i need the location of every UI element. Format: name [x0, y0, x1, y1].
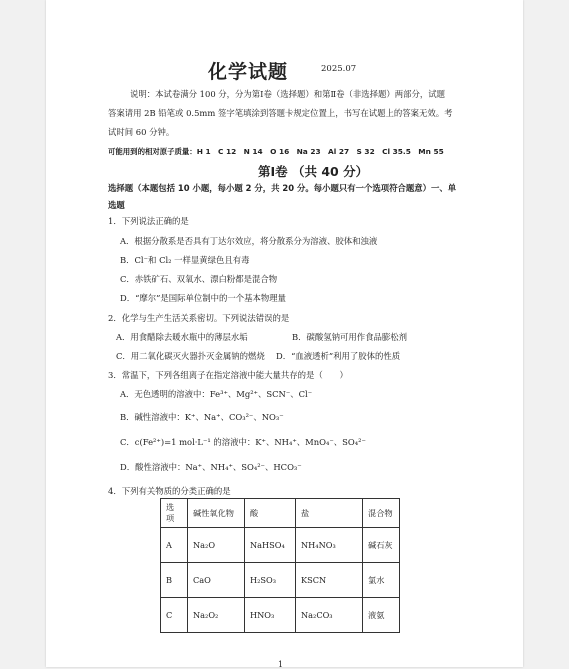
table-header-cell: 盐 — [296, 499, 363, 528]
q2-option-d: D．“血液透析”利用了胶体的性质 — [276, 351, 401, 361]
intro-line-2: 答案请用 2B 铅笔或 0.5mm 签字笔填涂到答题卡规定位置上，书写在试题上的答案无效。考 — [108, 108, 453, 118]
table-cell: B — [161, 563, 188, 598]
q1-stem: 1．下列说法正确的是 — [108, 216, 189, 226]
page-number: 1 — [278, 660, 284, 669]
section-desc-2: 选题 — [108, 200, 125, 210]
table-cell: 碱石灰 — [363, 528, 400, 563]
table-cell: H₂SO₃ — [245, 563, 296, 598]
section-desc-1: 选择题（本题包括 10 小题，每小题 2 分，共 20 分。每小题只有一个选项符合题意）一、单 — [108, 183, 457, 193]
q3-option-a: A．无色透明的溶液中：Fe³⁺、Mg²⁺、SCN⁻、Cl⁻ — [120, 389, 313, 399]
q3-option-d: D．酸性溶液中：Na⁺、NH₄⁺、SO₄²⁻、HCO₃⁻ — [120, 462, 302, 472]
exam-title: 化学试题 — [208, 61, 289, 83]
table-cell: Na₂CO₃ — [296, 598, 363, 633]
table-cell: Na₂O₂ — [188, 598, 245, 633]
table-cell: NaHSO₄ — [245, 528, 296, 563]
table-cell: 氯水 — [363, 563, 400, 598]
q3-option-c: C．c(Fe²⁺)=1 mol·L⁻¹ 的溶液中：K⁺、NH₄⁺、MnO₄⁻、SO₄²⁻ — [120, 437, 366, 447]
table-cell: Na₂O — [188, 528, 245, 563]
q3-option-b: B．碱性溶液中：K⁺、Na⁺、CO₃²⁻、NO₃⁻ — [120, 412, 284, 422]
q1-option-c: C．赤铁矿石、双氧水、漂白粉都是混合物 — [120, 274, 278, 284]
table-cell: CaO — [188, 563, 245, 598]
table-cell: NH₄NO₃ — [296, 528, 363, 563]
table-header-cell: 酸 — [245, 499, 296, 528]
q2-option-b: B．碳酸氢钠可用作食品膨松剂 — [292, 332, 408, 342]
atomic-masses: 可能用到的相对原子质量：H 1 C 12 N 14 O 16 Na 23 Al 27 S 32 Cl 35.5 Mn 55 — [108, 147, 444, 156]
q3-stem: 3．常温下，下列各组离子在指定溶液中能大量共存的是（ ） — [108, 370, 348, 380]
table-header-cell: 混合物 — [363, 499, 400, 528]
table-row — [161, 598, 400, 633]
q1-option-d: D．“摩尔”是国际单位制中的一个基本物理量 — [120, 293, 287, 303]
table-row — [161, 528, 400, 563]
table-row — [161, 563, 400, 598]
q2-option-c: C．用二氧化碳灭火器扑灭金属钠的燃烧 — [116, 351, 265, 361]
intro-line-3: 试时间 60 分钟。 — [108, 127, 175, 137]
table-cell: 液氨 — [363, 598, 400, 633]
table-cell: C — [161, 598, 188, 633]
exam-date: 2025.07 — [321, 64, 357, 74]
intro-line-1: 说明：本试卷满分 100 分，分为第Ⅰ卷（选择题）和第Ⅱ卷（非选择题）两部分，试题 — [130, 89, 446, 99]
q1-option-b: B．Cl⁻和 Cl₂ 一样显黄绿色且有毒 — [120, 255, 250, 265]
section-title: 第Ⅰ卷 （共 40 分） — [258, 164, 369, 179]
table-cell: HNO₃ — [245, 598, 296, 633]
table-header-cell: 选项 — [161, 499, 188, 528]
table-header-cell: 碱性氧化物 — [188, 499, 245, 528]
q2-stem: 2．化学与生产生活关系密切。下列说法错误的是 — [108, 313, 290, 323]
q4-stem: 4．下列有关物质的分类正确的是 — [108, 486, 231, 496]
table-cell: KSCN — [296, 563, 363, 598]
q2-option-a: A．用食醋除去暖水瓶中的薄层水垢 — [116, 332, 248, 342]
document-page — [46, 0, 523, 667]
table-header-row — [161, 499, 400, 528]
q1-option-a: A．根据分散系是否具有丁达尔效应，将分散系分为溶液、胶体和浊液 — [120, 236, 378, 246]
table-cell: A — [161, 528, 188, 563]
classification-table — [160, 498, 400, 633]
